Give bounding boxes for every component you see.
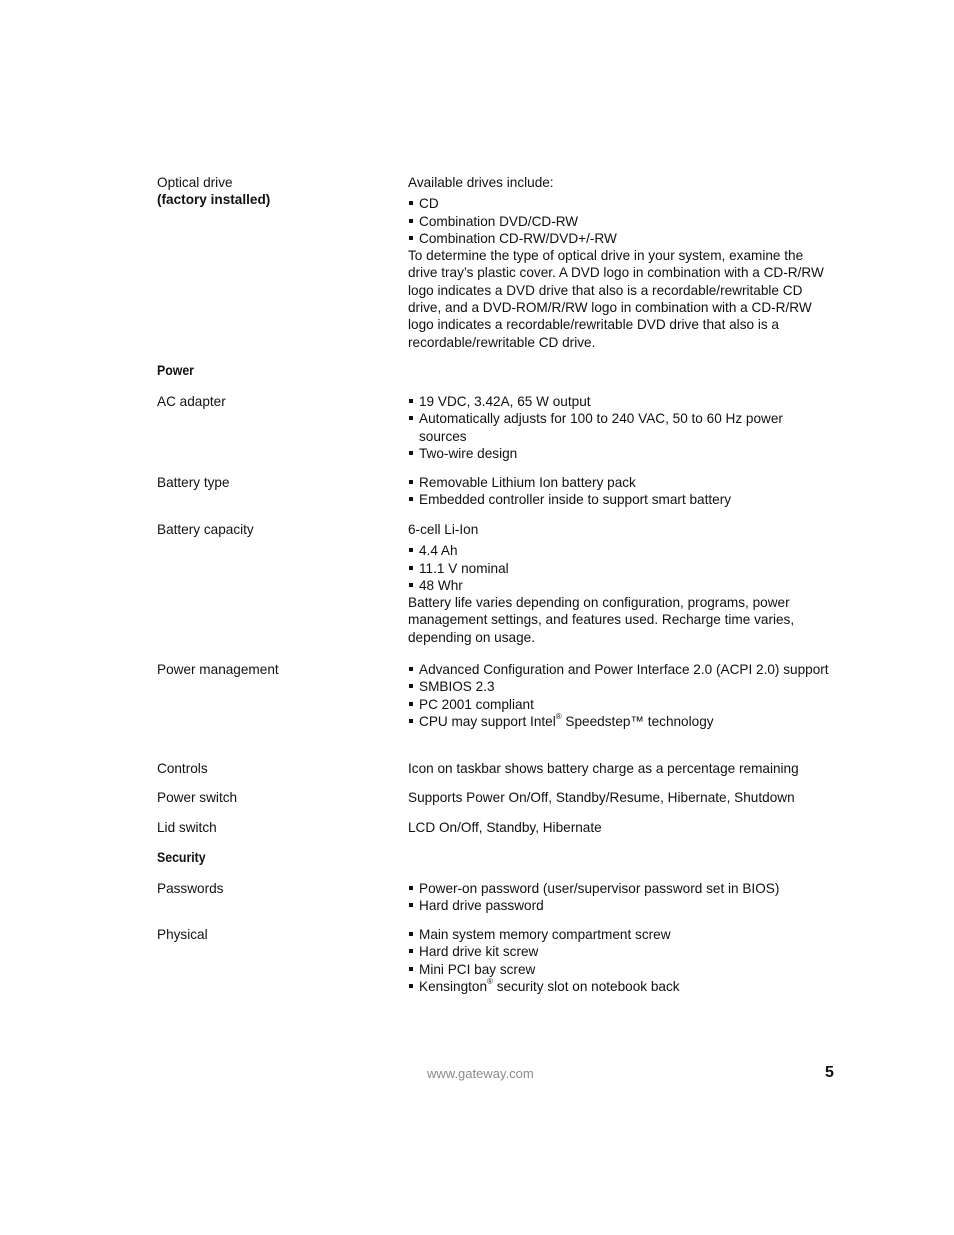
battery-type-label: Battery type xyxy=(157,475,230,490)
list-item: Mini PCI bay screw xyxy=(408,961,833,978)
spec-description xyxy=(408,521,833,646)
list-item: Automatically adjusts for 100 to 240 VAC, 50 to 60 Hz power sources xyxy=(408,410,833,445)
registered-mark: ® xyxy=(555,712,562,722)
list-item: Hard drive password xyxy=(408,897,833,914)
list-item: Combination DVD/CD-RW xyxy=(408,213,833,230)
lid-switch-value: LCD On/Off, Standby, Hibernate xyxy=(408,820,602,835)
kensington-text: security slot on notebook back xyxy=(492,978,680,994)
passwords-label: Passwords xyxy=(157,881,224,896)
list-item: SMBIOS 2.3 xyxy=(408,678,833,695)
list-item: Main system memory compartment screw xyxy=(408,926,833,943)
list-item xyxy=(408,713,833,730)
spec-description xyxy=(408,661,833,730)
list-item: Advanced Configuration and Power Interface 2.0 (ACPI 2.0) support xyxy=(408,661,833,678)
list-item: 19 VDC, 3.42A, 65 W output xyxy=(408,393,833,410)
list-item: 11.1 V nominal xyxy=(408,560,833,577)
optical-drive-label: Optical drive xyxy=(157,175,233,190)
list-item: Power-on password (user/supervisor password set in BIOS) xyxy=(408,880,833,897)
kensington-text: Kensington xyxy=(419,978,488,994)
page-number: 5 xyxy=(825,1064,834,1081)
list-item: Removable Lithium Ion battery pack xyxy=(408,474,833,491)
cpu-item-text: CPU may support Intel xyxy=(419,713,556,729)
optical-drive-list xyxy=(408,195,833,247)
power-switch-value: Supports Power On/Off, Standby/Resume, Hibernate, Shutdown xyxy=(408,790,795,805)
optical-note: To determine the type of optical drive in your system, examine the drive tray’s plastic cover. A DVD logo in combination with a CD-R/RW logo indicates a DVD drive that also is a recordable/rewritable CD drive, and a DVD-ROM/R/RW logo in combination with a CD-R/RW logo indicates a recordable/rewritable DVD drive that also is a recordable/rewritable CD drive. xyxy=(408,248,824,350)
list-item: CD xyxy=(408,195,833,212)
power-switch-label: Power switch xyxy=(157,790,238,805)
list-item: 4.4 Ah xyxy=(408,542,833,559)
list-item: 48 Whr xyxy=(408,577,833,594)
spec-label xyxy=(157,174,387,209)
section-heading-power: Power xyxy=(157,362,194,378)
optical-intro: Available drives include: xyxy=(408,175,554,190)
section-heading-security: Security xyxy=(157,849,206,865)
power-management-label: Power management xyxy=(157,662,279,677)
spec-description xyxy=(408,474,833,509)
cpu-item-text: Speedstep™ technology xyxy=(561,713,714,729)
physical-label: Physical xyxy=(157,927,208,942)
spec-description xyxy=(408,393,833,462)
list-item xyxy=(408,978,833,995)
spec-description xyxy=(408,174,833,351)
controls-value: Icon on taskbar shows battery charge as a percentage remaining xyxy=(408,761,799,776)
battery-type-list xyxy=(408,474,833,509)
battery-capacity-intro: 6-cell Li-Ion xyxy=(408,522,479,537)
passwords-list xyxy=(408,880,833,915)
ac-adapter-list xyxy=(408,393,833,462)
controls-label: Controls xyxy=(157,761,208,776)
spec-description xyxy=(408,880,833,915)
battery-capacity-label: Battery capacity xyxy=(157,522,254,537)
list-item: PC 2001 compliant xyxy=(408,696,833,713)
footer-url: www.gateway.com xyxy=(427,1066,534,1081)
power-management-list xyxy=(408,661,833,730)
list-item: Combination CD-RW/DVD+/-RW xyxy=(408,230,833,247)
ac-adapter-label: AC adapter xyxy=(157,394,226,409)
battery-capacity-list xyxy=(408,542,833,594)
optical-drive-sublabel: (factory installed) xyxy=(157,192,271,208)
battery-capacity-note: Battery life varies depending on configuration, programs, power management settings, and features used. Recharge time varies, depending on usage. xyxy=(408,595,795,645)
lid-switch-label: Lid switch xyxy=(157,820,217,835)
registered-mark: ® xyxy=(487,977,493,987)
spec-description xyxy=(408,926,833,995)
list-item: Hard drive kit screw xyxy=(408,943,833,960)
list-item: Embedded controller inside to support smart battery xyxy=(408,491,833,508)
list-item: Two-wire design xyxy=(408,445,833,462)
physical-list xyxy=(408,926,833,995)
